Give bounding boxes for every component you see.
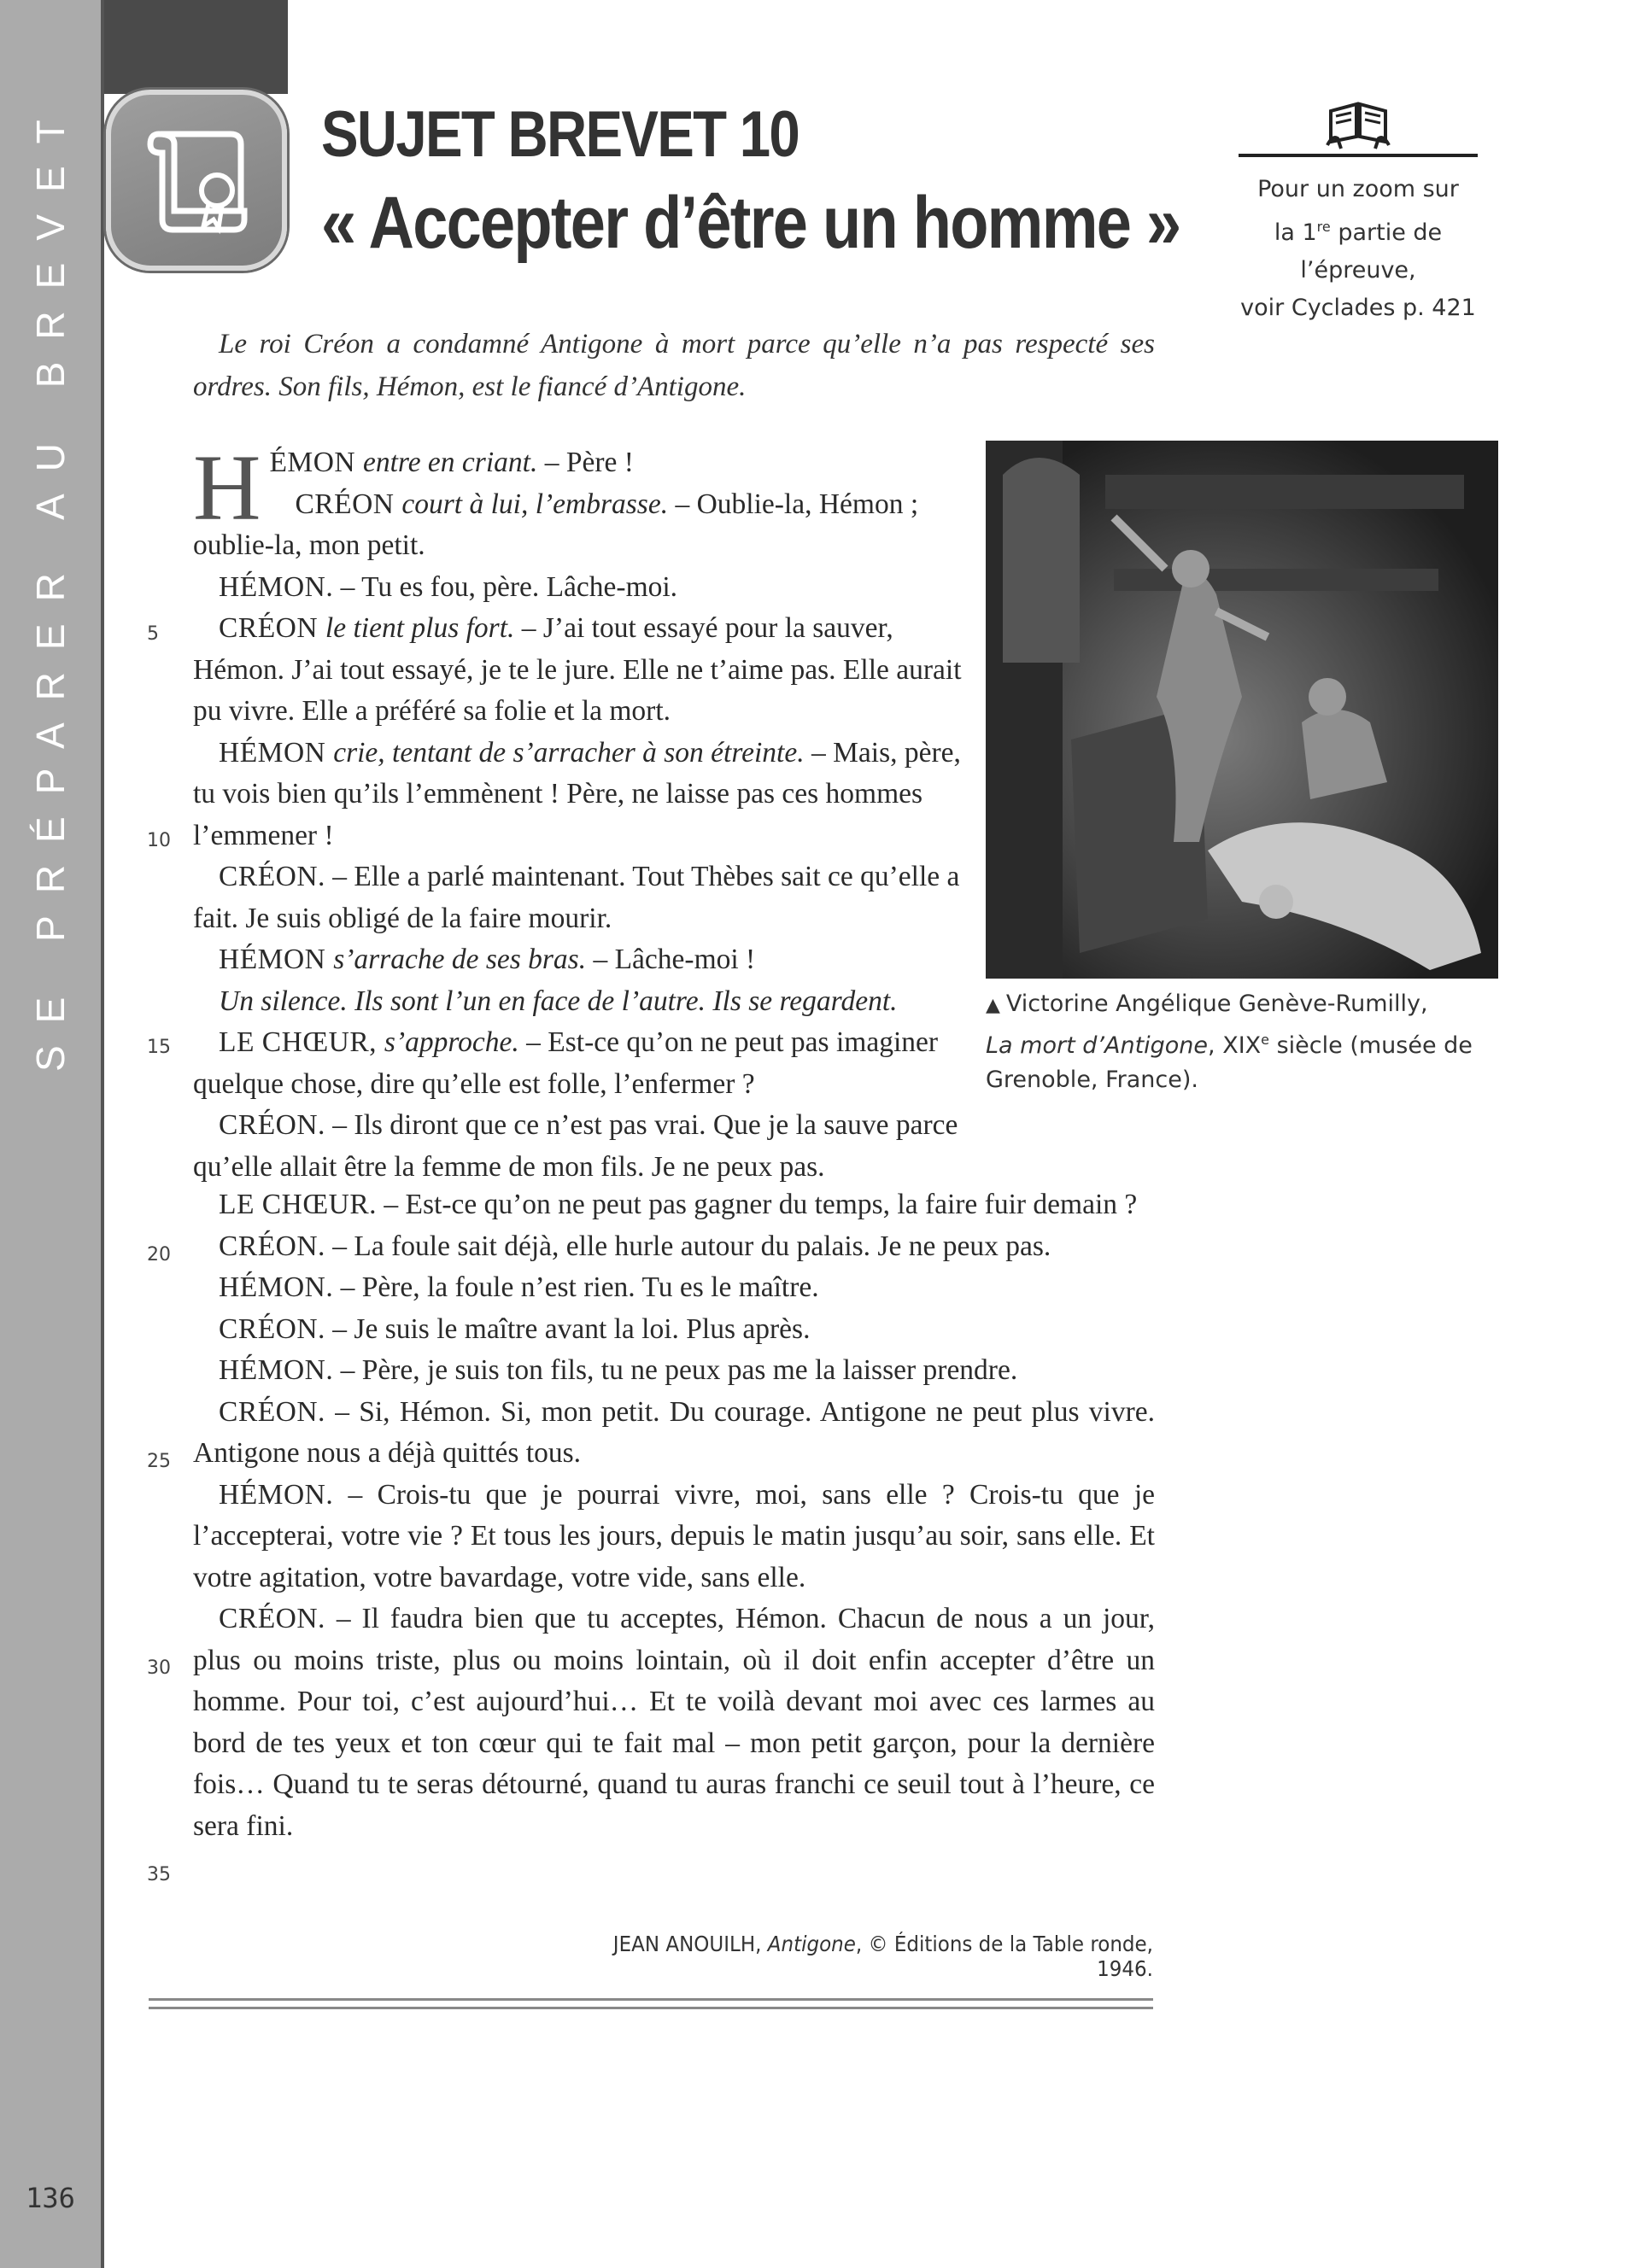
speech: – Est-ce qu’on ne peut pas gagner du temps, la faire fuir demain ? <box>377 1189 1138 1220</box>
stage-direction: le tient plus fort. <box>325 612 515 644</box>
bottom-rule <box>149 2007 1153 2009</box>
play-text-wide <box>193 1184 1155 1847</box>
speech: – Je suis le maître avant la loi. Plus après. <box>325 1312 811 1345</box>
dialogue-line <box>193 608 970 733</box>
speaker: HÉMON. <box>219 1354 334 1386</box>
bottom-rule <box>149 1998 1153 2001</box>
dialogue-line <box>193 981 970 1023</box>
speaker: CRÉON. <box>219 1109 325 1141</box>
page-number: 136 <box>26 2182 75 2214</box>
speech: – La foule sait déjà, elle hurle autour du palais. Je ne peux pas. <box>325 1230 1051 1262</box>
speaker: CRÉON. <box>219 1395 325 1428</box>
play-text <box>193 435 970 1188</box>
speech: – Il faudra bien que tu acceptes, Hémon. Chacun de nous a un jour, plus ou moins triste, plus ou moins lointain, où il doit enfin accepter d’être un homme. Pour toi, c’est aujourd’hui… Et te voilà devant moi avec ces larmes au bord de tes yeux et ton cœur qui te fait mal – mon petit garçon, pour la dernière fois… Quand tu te seras détourné, quand tu auras franchi ce seuil tout à l’heure, ce sera fini. <box>193 1603 1155 1842</box>
header-band <box>104 0 288 94</box>
speech: – Ils diront que ce n’est pas vrai. Que je la sauve parce qu’elle allait être la femme de mon fils. Je ne peux pas. <box>193 1109 958 1183</box>
line-number: 5 <box>147 623 159 645</box>
speaker: CRÉON <box>219 612 325 644</box>
intro-text: Le roi Créon a condamné Antigone à mort parce qu’elle n’a pas respecté ses ordres. Son fils, Hémon, est le fiancé d’Antigone. <box>193 329 1155 402</box>
dialogue-line <box>193 1184 1155 1226</box>
stage-direction: s’approche. <box>384 1026 519 1058</box>
dialogue-line <box>193 1022 970 1105</box>
speech: – J’ai tout essayé pour la sauver, Hémon. J’ai tout essayé, je te le jure. Elle ne t’aime pas. Elle aurait pu vivre. Elle a préféré sa folie et la mort. <box>193 612 962 727</box>
line-number: 20 <box>147 1244 171 1266</box>
speech: – Elle a parlé maintenant. Tout Thèbes sait ce qu’elle a fait. Je suis obligé de la faire mourir. <box>193 861 960 934</box>
speech: – Père, la foule n’est rien. Tu es le maître. <box>333 1271 819 1303</box>
line-number: 10 <box>147 830 171 851</box>
dialogue-line <box>193 733 970 857</box>
painting-image <box>986 441 1498 979</box>
line-number: 25 <box>147 1451 171 1472</box>
speaker: HÉMON <box>219 944 334 975</box>
scroll-diploma-icon <box>106 90 287 271</box>
reading-book-icon <box>1324 85 1392 154</box>
dialogue-line <box>193 1309 1155 1351</box>
sidebar-title: SE PRÉPARER AU BREVET <box>28 97 73 1072</box>
dialogue-line <box>193 1267 1155 1309</box>
speaker: HÉMON. <box>219 1271 334 1303</box>
speaker: HÉMON <box>219 736 334 769</box>
speaker: CRÉON. <box>219 1312 325 1345</box>
stage-direction: court à lui, l’embrasse. <box>401 488 669 520</box>
line-number: 35 <box>147 1864 171 1885</box>
stage-direction: entre en criant. <box>362 447 538 478</box>
dialogue-line <box>193 1226 1155 1268</box>
dialogue-line <box>193 1599 1155 1847</box>
speaker: HÉMON. <box>219 1478 334 1511</box>
speech: – Lâche-moi ! <box>586 944 756 975</box>
painting-caption: ▲ Victorine Angélique Genève-Rumilly, La mort d’Antigone, XIXe siècle (musée de Grenoble, France). <box>986 991 1473 1093</box>
speech: – Si, Hémon. Si, mon petit. Du courage. Antigone ne peut plus vivre. Antigone nous a déjà quittés tous. <box>193 1395 1155 1469</box>
zoom-note: Pour un zoom sur la 1re partie de l’épreuve, voir Cyclades p. 421 <box>1240 176 1476 321</box>
speech: – Oublie-la, Hémon ; oublie-la, mon petit. <box>193 488 919 561</box>
speaker: LE CHŒUR, <box>219 1026 384 1058</box>
speaker: CRÉON. <box>219 1603 325 1634</box>
speech: – Est-ce qu’on ne peut pas imaginer quelque chose, dire qu’elle est folle, l’enfermer ? <box>193 1026 939 1100</box>
drop-cap: H <box>193 435 261 540</box>
stage-direction: crie, tentant de s’arracher à son étreinte. <box>333 736 805 769</box>
source-citation: JEAN ANOUILH, Antigone, © Éditions de la Table ronde, 1946. <box>612 1932 1153 1981</box>
zoom-rule <box>1239 154 1478 157</box>
speech: – Père, je suis ton fils, tu ne peux pas me la laisser prendre. <box>333 1354 1018 1386</box>
subject-subtitle: « Accepter d’être un homme » <box>321 182 1180 264</box>
stage-direction: Un silence. Ils sont l’un en face de l’autre. Ils se regardent. <box>219 985 898 1017</box>
dialogue-line <box>193 1392 1155 1475</box>
speaker: LE CHŒUR. <box>219 1189 378 1220</box>
speech: – Mais, père, tu vois bien qu’ils l’emmènent ! Père, ne laisse pas ces hommes l’emmener ! <box>193 736 961 851</box>
dialogue-line <box>193 567 970 609</box>
speaker: ÉMON <box>269 447 363 478</box>
dialogue-line <box>193 484 970 567</box>
line-number: 15 <box>147 1037 171 1058</box>
speech: – Père ! <box>537 447 634 478</box>
speaker: CRÉON <box>295 488 402 520</box>
dialogue-line <box>193 856 970 939</box>
stage-direction: s’arrache de ses bras. <box>333 944 587 975</box>
speaker: HÉMON. <box>219 570 334 603</box>
dialogue-line <box>193 1475 1155 1599</box>
line-number: 30 <box>147 1657 171 1679</box>
dialogue-line <box>193 1350 1155 1392</box>
sidebar-rule <box>101 0 104 2268</box>
speaker: CRÉON. <box>219 861 325 892</box>
speech: – Crois-tu que je pourrai vivre, moi, sans elle ? Crois-tu que je l’accepterai, votre vie ? Et tous les jours, depuis le matin jusqu’au soir, sans elle. Et votre agitation, votre bavardage, votre vide, sans elle. <box>193 1478 1155 1593</box>
speech: – Tu es fou, père. Lâche-moi. <box>333 570 678 603</box>
speaker: CRÉON. <box>219 1230 325 1262</box>
dialogue-line <box>193 1105 970 1188</box>
subject-title: SUJET BREVET 10 <box>321 98 799 171</box>
dialogue-line <box>193 939 970 981</box>
caption-triangle-icon: ▲ <box>986 995 1006 1016</box>
